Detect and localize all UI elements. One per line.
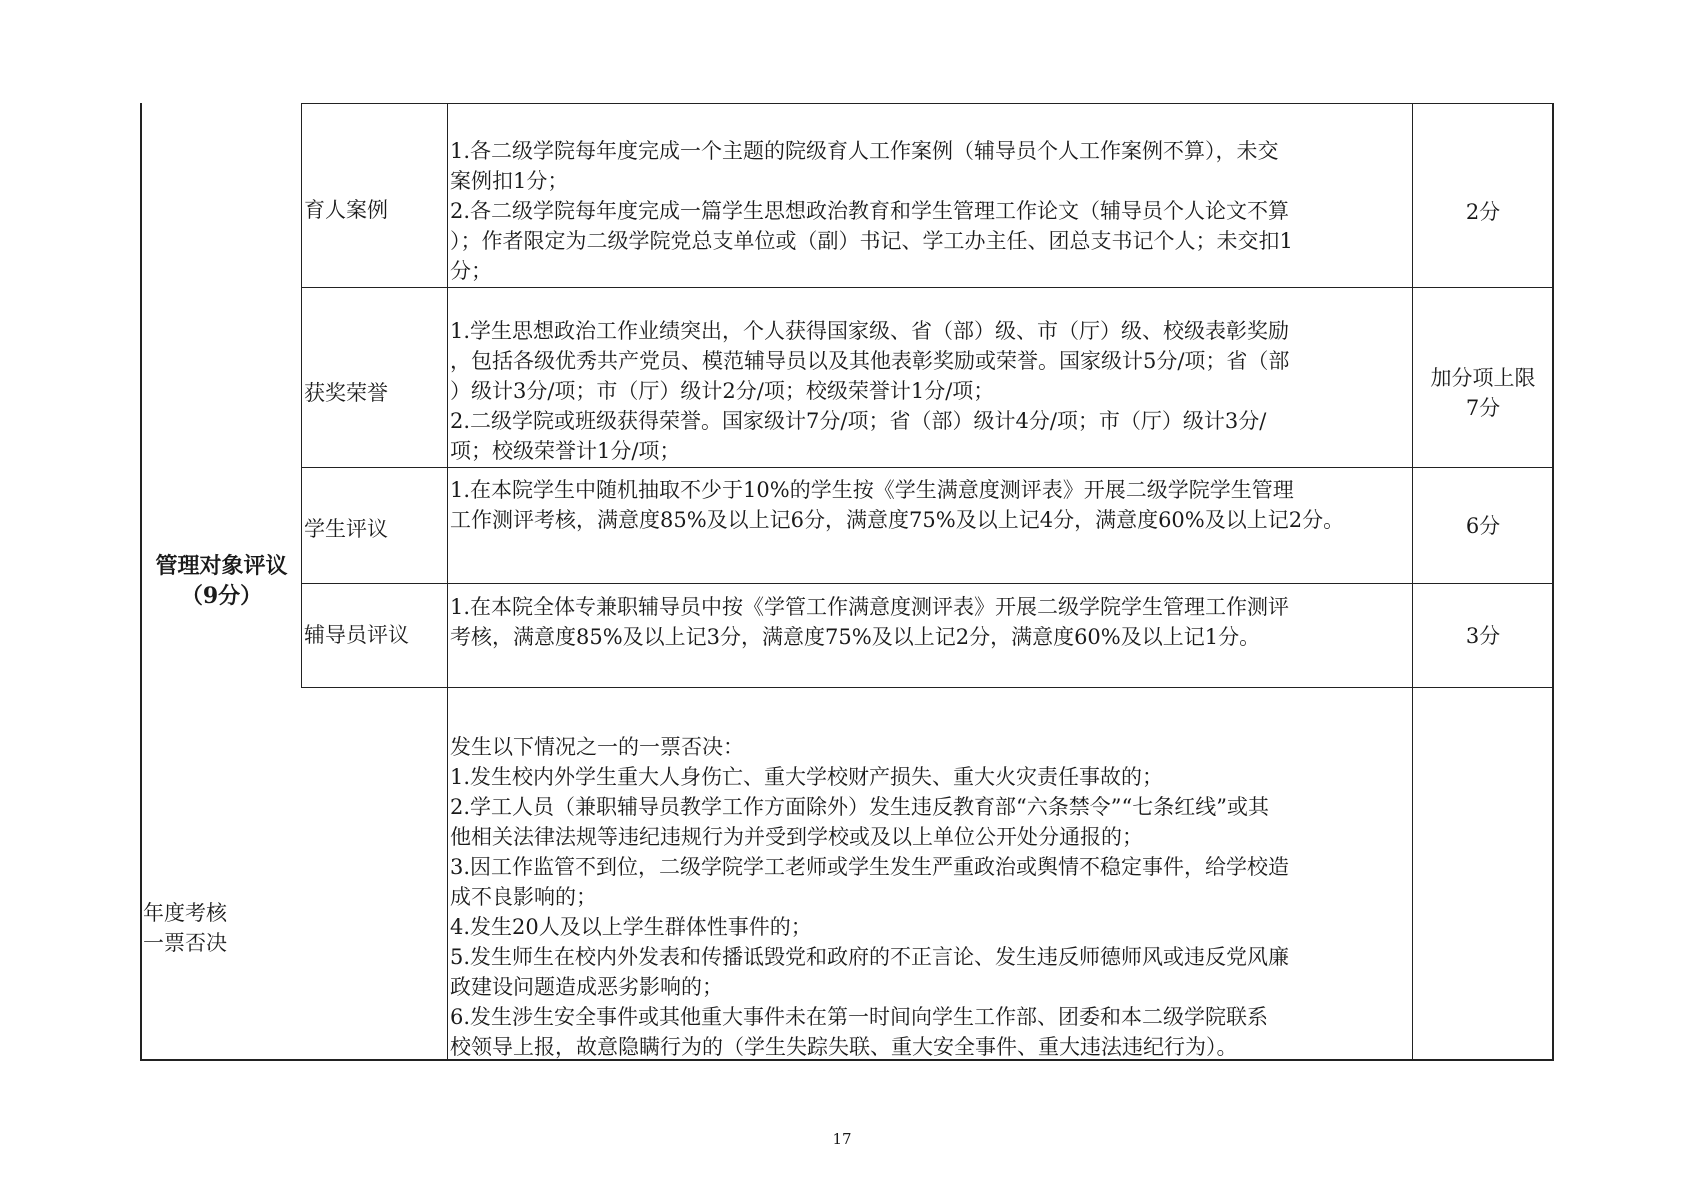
content-line: 1.发生校内外学生重大人身伤亡、重大学校财产损失、重大火灾责任事故的；	[450, 765, 1164, 789]
content-line: 2.各二级学院每年度完成一篇学生思想政治教育和学生管理工作论文（辅导员个人论文不算	[450, 199, 1290, 223]
content-line: 成不良影响的；	[450, 885, 597, 909]
section-label-line1: 管理对象评议	[155, 553, 288, 579]
content-line: ，包括各级优秀共产党员、模范辅导员以及其他表彰奖励或荣誉。国家级计5分/项；省（部	[450, 349, 1290, 373]
table-border-item-left	[301, 103, 302, 688]
row-content	[450, 475, 1410, 535]
content-line: 6.发生涉生安全事件或其他重大事件未在第一时间向学生工作部、团委和本二级学院联系	[450, 1005, 1269, 1029]
table-border-score-left	[1412, 103, 1413, 1061]
content-line: 考核，满意度85%及以上记3分，满意度75%及以上记2分，满意度60%及以上记1分。	[450, 625, 1261, 649]
row-content	[450, 136, 1410, 286]
content-line: 1.各二级学院每年度完成一个主题的院级育人工作案例（辅导员个人工作案例不算），未交	[450, 139, 1279, 163]
content-line: 2.二级学院或班级获得荣誉。国家级计7分/项；省（部）级计4分/项；市（厅）级计3分/	[450, 409, 1267, 433]
table-border-top	[301, 103, 1554, 104]
section-label-line2: （9分）	[180, 583, 263, 609]
row-divider-4	[301, 687, 1554, 688]
row-score	[1414, 621, 1552, 651]
score-line: 加分项上限	[1430, 366, 1536, 390]
content-line: 他相关法律法规等违纪违规行为并受到学校或及以上单位公开处分通报的；	[450, 825, 1143, 849]
score-line: 7分	[1465, 396, 1501, 420]
row-item-label: 学生评议	[304, 517, 388, 541]
content-line: ）；作者限定为二级学院党总支单位或（副）书记、学工办主任、团总支书记个人；未交扣1	[450, 229, 1293, 253]
row-content	[450, 316, 1410, 466]
veto-label	[143, 898, 227, 958]
row-item-label: 育人案例	[304, 198, 388, 222]
content-line: ）级计3分/项；市（厅）级计2分/项；校级荣誉计1分/项；	[450, 379, 995, 403]
row-divider-3	[301, 583, 1554, 584]
row-score	[1414, 197, 1552, 227]
score-line: 2分	[1465, 200, 1501, 224]
row-score	[1414, 363, 1552, 423]
content-line: 3.因工作监管不到位，二级学院学工老师或学生发生严重政治或舆情不稳定事件，给学校造	[450, 855, 1290, 879]
row-score	[1414, 511, 1552, 541]
row-item-label: 获奖荣誉	[304, 381, 388, 405]
table-border-content-left	[447, 103, 448, 1061]
content-line: 政建设问题造成恶劣影响的；	[450, 975, 723, 999]
veto-label-line2: 一票否决	[143, 931, 227, 955]
page-number: 17	[832, 1130, 852, 1148]
section-label	[142, 551, 301, 611]
score-line: 3分	[1465, 624, 1501, 648]
content-line: 工作测评考核，满意度85%及以上记6分，满意度75%及以上记4分，满意度60%及以上记2分。	[450, 508, 1345, 532]
row-divider-1	[301, 287, 1554, 288]
content-line: 校领导上报，故意隐瞒行为的（学生失踪失联、重大安全事件、重大违法违纪行为）。	[450, 1035, 1238, 1059]
content-line: 4.发生20人及以上学生群体性事件的；	[450, 915, 812, 939]
table-border-right	[1552, 103, 1554, 1061]
row-item-label: 辅导员评议	[304, 623, 409, 647]
content-line: 1.学生思想政治工作业绩突出，个人获得国家级、省（部）级、市（厅）级、校级表彰奖励	[450, 319, 1290, 343]
content-line: 5.发生师生在校内外发表和传播诋毁党和政府的不正言论、发生违反师德师风或违反党风廉	[450, 945, 1290, 969]
content-line: 2.学工人员（兼职辅导员教学工作方面除外）发生违反教育部“六条禁令”“七条红线”或其	[450, 795, 1269, 819]
content-line: 分；	[450, 259, 492, 283]
content-line: 项；校级荣誉计1分/项；	[450, 439, 681, 463]
row-divider-2	[301, 467, 1554, 468]
score-line: 6分	[1465, 514, 1501, 538]
veto-content	[450, 732, 1410, 1062]
row-content	[450, 592, 1410, 652]
content-line: 发生以下情况之一的一票否决：	[450, 735, 744, 759]
content-line: 1.在本院全体专兼职辅导员中按《学管工作满意度测评表》开展二级学院学生管理工作测评	[450, 595, 1290, 619]
content-line: 1.在本院学生中随机抽取不少于10%的学生按《学生满意度测评表》开展二级学院学生管理	[450, 478, 1294, 502]
content-line: 案例扣1分；	[450, 169, 569, 193]
veto-label-line1: 年度考核	[143, 901, 227, 925]
